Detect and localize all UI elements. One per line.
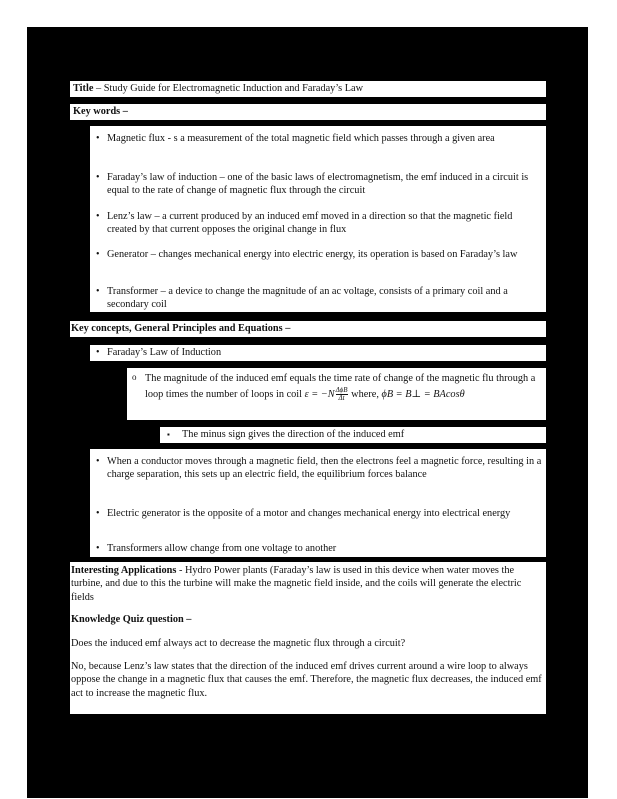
- document-page: [27, 27, 588, 798]
- keyword-faradays-law: Faraday’s law of induction – one of the basic laws of electromagnetism, the emf induced in a circuit is equal to the rate of change of magnetic flux through the circuit: [107, 172, 529, 197]
- key-words-heading-text: Key words –: [73, 106, 128, 117]
- bullet-icon: •: [96, 286, 100, 297]
- list-item: [90, 171, 546, 198]
- quiz-heading-text: Knowledge Quiz question –: [71, 614, 192, 626]
- quiz-heading: [71, 613, 545, 626]
- concept-transformers: Transformers allow change from one voltage to another: [107, 543, 337, 554]
- bullet-icon: •: [96, 456, 100, 467]
- title-line: [70, 81, 546, 97]
- sub-text-mid: where,: [348, 389, 382, 400]
- interesting-text: - Hydro Power plants (Faraday’s law is used in this device when water moves the turbine, and due to this the turbine will make the magnetic field inside, and the coils will generate the electric fields: [71, 565, 522, 603]
- bullet-icon: •: [96, 347, 100, 358]
- faraday-sub-text: [127, 368, 546, 403]
- keyword-transformer: Transformer – a device to change the magnitude of an ac voltage, consists of a primary coil and a secondary coil: [107, 286, 508, 311]
- emf-equation: ε = −N: [304, 389, 335, 400]
- interesting-applications: [71, 564, 545, 604]
- key-words-list: [90, 126, 546, 312]
- concept-generator: Electric generator is the opposite of a motor and changes mechanical energy into electrical energy: [107, 508, 511, 519]
- list-item: [90, 542, 546, 555]
- key-concepts-heading: [70, 321, 546, 337]
- list-item: [90, 248, 546, 261]
- list-item: [90, 285, 546, 312]
- key-concepts-heading-text: Key concepts, General Principles and Equations –: [71, 323, 291, 334]
- key-words-heading: [70, 104, 546, 120]
- interesting-label: Interesting Applications: [71, 565, 177, 576]
- applications-and-quiz: [70, 562, 546, 714]
- bullet-icon: •: [96, 508, 100, 519]
- faraday-law-item: [90, 345, 546, 361]
- fraction-numerator: ΔϕB: [335, 386, 348, 395]
- flux-fraction: [336, 387, 348, 402]
- bullet-icon: •: [96, 133, 100, 144]
- list-item: [90, 132, 546, 145]
- fraction-denominator: Δt: [338, 394, 345, 403]
- faraday-law-text: Faraday’s Law of Induction: [107, 347, 222, 358]
- title-text: – Study Guide for Electromagnetic Induction and Faraday’s Law: [93, 83, 364, 94]
- quiz-question: Does the induced emf always act to decrease the magnetic flux through a circuit?: [71, 637, 406, 649]
- minus-sign-text: The minus sign gives the direction of the induced emf: [182, 429, 405, 440]
- circle-bullet-icon: o: [132, 372, 137, 382]
- keyword-lenzs-law: Lenz’s law – a current produced by an induced emf moved in a direction so that the magnetic field created by that current opposes the original change in flux: [107, 211, 513, 236]
- bullet-icon: •: [96, 211, 100, 222]
- list-item: [90, 507, 546, 520]
- concepts-list: [90, 449, 546, 557]
- keyword-magnetic-flux: Magnetic flux - s a measurement of the total magnetic field which passes through a given area: [107, 133, 495, 144]
- bullet-icon: •: [96, 172, 100, 183]
- minus-sign-item: [160, 427, 546, 443]
- concept-conductor: When a conductor moves through a magnetic field, then the electrons feel a magnetic force, resulting in a charge separation, this sets up an electric field, the equilibrium forces balance: [107, 456, 542, 481]
- bullet-icon: •: [96, 249, 100, 260]
- flux-equation: ϕB = B⊥ = BAcosθ: [381, 389, 465, 400]
- keyword-generator: Generator – changes mechanical energy into electric energy, its operation is based on Faraday’s law: [107, 249, 518, 260]
- sub-text-before: The magnitude of the induced emf equals the time rate of change of the magnetic flu through a loop times the number of loops in coil: [145, 373, 536, 400]
- bullet-icon: •: [96, 543, 100, 554]
- square-bullet-icon: ▪: [167, 430, 170, 439]
- list-item: [90, 210, 546, 237]
- title-label: Title: [73, 83, 94, 94]
- list-item: [90, 455, 546, 482]
- faraday-sub-item: [127, 368, 546, 420]
- quiz-answer: No, because Lenz’s law states that the direction of the induced emf drives current around a wire loop to always oppose the change in a magnetic flux that causes the emf. Therefore, the magnetic flux decreases, the induced emf act to increase the magnetic flux.: [71, 661, 542, 699]
